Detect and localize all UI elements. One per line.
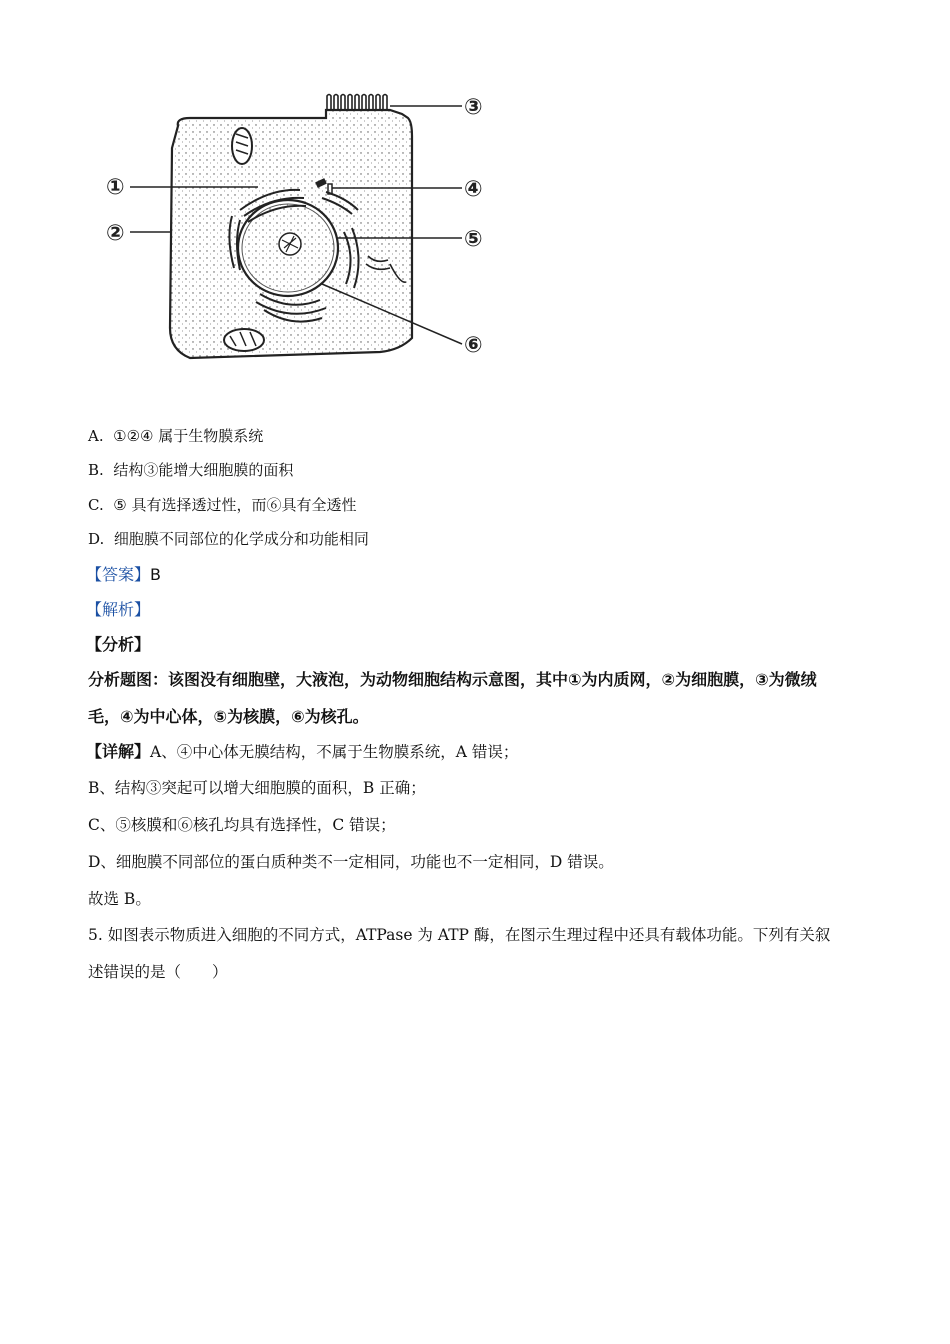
microvilli	[327, 95, 387, 111]
option-a-text: ①②④ 属于生物膜系统	[113, 427, 264, 445]
question5-line-2: 述错误的是（ ）	[88, 963, 228, 981]
answer-tag: 【答案】	[86, 565, 151, 584]
option-b	[88, 459, 293, 480]
detail-tag: 【详解】	[86, 742, 151, 761]
analysis-heading	[86, 597, 150, 620]
label-5: ⑤	[464, 227, 483, 252]
fenxi-heading	[86, 632, 150, 655]
option-b-text: 结构③能增大细胞膜的面积	[113, 461, 294, 479]
mitochondrion-top	[232, 128, 252, 164]
detail-line-4: D、细胞膜不同部位的蛋白质种类不一定相同，功能也不一定相同，D 错误。	[88, 853, 614, 871]
option-c	[88, 494, 356, 515]
detail-line-5: 故选 B。	[88, 890, 151, 908]
label-2: ②	[106, 221, 125, 246]
fenxi-line-2: 毛，④为中心体，⑤为核膜，⑥为核孔。	[88, 707, 369, 726]
detail-line-2: B、结构③突起可以增大细胞膜的面积，B 正确；	[88, 779, 426, 797]
fenxi-tag: 【分析】	[86, 635, 151, 654]
label-4: ④	[464, 177, 483, 202]
detail-first: A、④中心体无膜结构，不属于生物膜系统，A 错误；	[150, 743, 519, 761]
option-d-letter: D.	[88, 530, 105, 548]
option-c-letter: C.	[88, 496, 104, 514]
option-c-text: ⑤ 具有选择透过性，而⑥具有全透性	[113, 496, 357, 514]
nucleus	[238, 200, 338, 296]
analysis-tag: 【解析】	[86, 600, 151, 619]
option-d	[88, 528, 369, 549]
question5-line-1: 5. 如图表示物质进入细胞的不同方式，ATPase 为 ATP 酶，在图示生理过程中还具有载体功能。下列有关叙	[88, 926, 831, 944]
fenxi-line-1: 分析题图：该图没有细胞壁，大液泡，为动物细胞结构示意图，其中①为内质网，②为细胞膜，③为微绒	[88, 670, 817, 689]
option-a-letter: A.	[88, 427, 104, 445]
detail-line-3: C、⑤核膜和⑥核孔均具有选择性，C 错误；	[88, 816, 396, 834]
animal-cell-illustration	[100, 88, 500, 370]
detail-line-1	[86, 739, 518, 762]
label-1: ①	[106, 175, 125, 200]
answer-value: B	[150, 565, 161, 584]
option-a	[88, 425, 263, 446]
label-3: ③	[464, 95, 483, 120]
option-d-text: 细胞膜不同部位的化学成分和功能相同	[113, 530, 369, 548]
mitochondrion-bottom	[224, 329, 264, 351]
answer-line	[86, 562, 161, 585]
option-b-letter: B.	[88, 461, 104, 479]
cell-diagram	[100, 88, 500, 370]
label-6: ⑥	[464, 333, 483, 358]
